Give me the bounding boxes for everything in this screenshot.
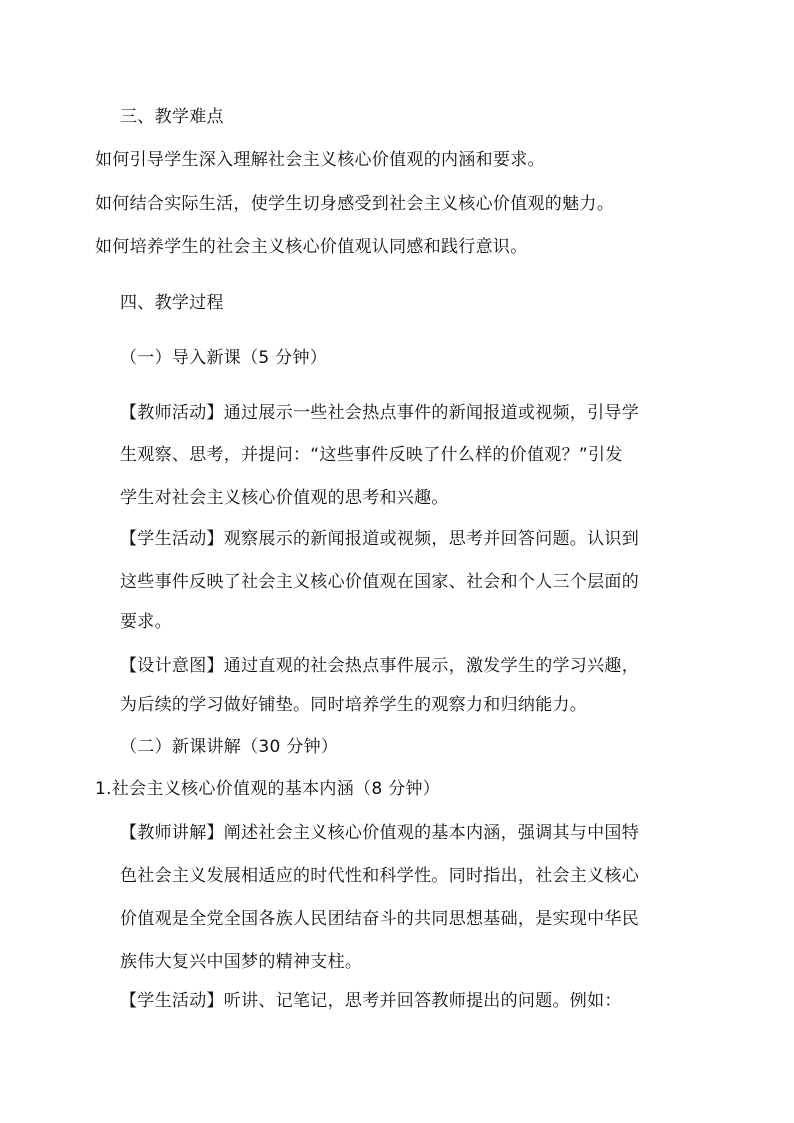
teacher-activity-line-2: 生观察、思考，并提问：“这些事件反映了什么样的价值观？”引发 xyxy=(120,445,623,465)
design-intent-line-1: 【设计意图】通过直观的社会热点事件展示，激发学生的学习兴趣， xyxy=(120,656,639,676)
subsection-heading-intro: （一）导入新课（5 分钟） xyxy=(120,348,328,368)
design-intent-line-2: 为后续的学习做好铺垫。同时培养学生的观察力和归纳能力。 xyxy=(120,695,588,715)
difficulty-point-2: 如何结合实际生活，使学生切身感受到社会主义核心价值观的魅力。 xyxy=(95,194,614,214)
teacher-lecture-line-3: 价值观是全党全国各族人民团结奋斗的共同思想基础，是实现中华民 xyxy=(120,909,639,929)
student-activity-line-2: 这些事件反映了社会主义核心价值观在国家、社会和个人三个层面的 xyxy=(120,572,639,592)
difficulty-point-3: 如何培养学生的社会主义核心价值观认同感和践行意识。 xyxy=(95,237,528,257)
student-activity-line-1: 【学生活动】观察展示的新闻报道或视频，思考并回答问题。认识到 xyxy=(120,529,639,549)
subsection-heading-lecture: （二）新课讲解（30 分钟） xyxy=(120,737,339,757)
teacher-lecture-line-4: 族伟大复兴中国梦的精神支柱。 xyxy=(120,952,363,972)
item-heading-basic-meaning: 1.社会主义核心价值观的基本内涵（8 分钟） xyxy=(95,779,441,799)
section-heading-process: 四、教学过程 xyxy=(120,293,224,313)
student-activity-line-3: 要求。 xyxy=(120,612,172,632)
teacher-activity-line-3: 学生对社会主义核心价值观的思考和兴趣。 xyxy=(120,488,449,508)
section-heading-difficulties: 三、教学难点 xyxy=(120,107,224,127)
teacher-lecture-line-1: 【教师讲解】阐述社会主义核心价值观的基本内涵，强调其与中国特 xyxy=(120,823,639,843)
difficulty-point-1: 如何引导学生深入理解社会主义核心价值观的内涵和要求。 xyxy=(95,150,545,170)
teacher-activity-line-1: 【教师活动】通过展示一些社会热点事件的新闻报道或视频，引导学 xyxy=(120,403,639,423)
teacher-lecture-line-2: 色社会主义发展相适应的时代性和科学性。同时指出，社会主义核心 xyxy=(120,866,639,886)
student-activity-lecture-line-1: 【学生活动】听讲、记笔记，思考并回答教师提出的问题。例如： xyxy=(120,991,622,1011)
